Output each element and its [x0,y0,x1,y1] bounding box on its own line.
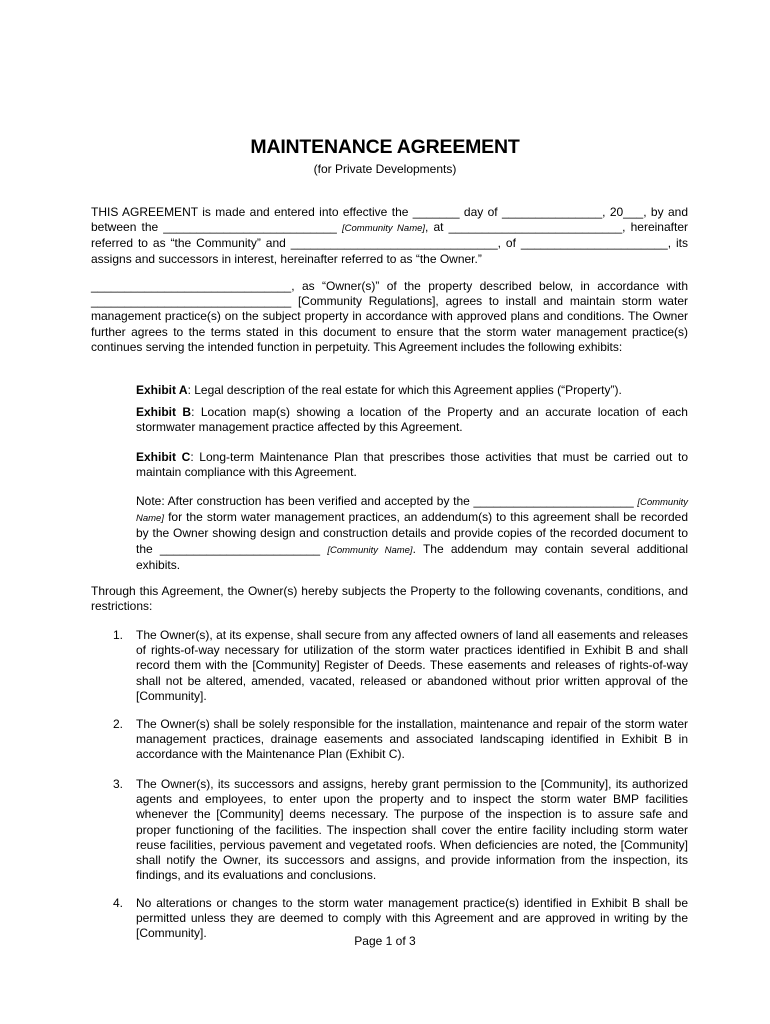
note-community-name-1: [Community Name] [136,497,688,525]
list-item-text: The Owner(s), at its expense, shall secure from any affected owners of land all easements and releases of rights-of-way necessary for utilization of the storm water practices identified in Exhibit B and shall record them with the [Community] Register of Deeds. These easements and releases of rights-of-way shall not be altered, amended, vacated, released or abandoned without prior written approval of the [Community]. [136,628,688,703]
intro-text-b: , at __________________________, hereinafter referred to as “the Community” and _______________________________, of ______________________, its assigns and successors in interest, hereinafter referred to as “the Owner.” [91,220,688,266]
page-number: Page 1 of 3 [354,934,416,948]
exhibit-c-text: : Long-term Maintenance Plan that prescribes those activities that must be carried out to maintain compliance with this Agreement. [136,450,688,480]
list-item-text: The Owner(s) shall be solely responsible for the installation, maintenance and repair of the storm water management practices, drainage easements and associated landscaping identified in Exhibit B in accordance with the Maintenance Plan (Exhibit C). [136,717,688,762]
list-item [91,717,688,763]
exhibit-c [136,450,688,480]
document-title: MAINTENANCE AGREEMENT [250,136,520,158]
exhibit-b-text: : Location map(s) showing a location of the Property and an accurate location of each stormwater management practice affected by this Agreement. [136,405,688,435]
covenants-intro-paragraph: Through this Agreement, the Owner(s) hereby subjects the Property to the following covenants, conditions, and restrictions: [91,584,688,614]
owner-paragraph: ______________________________, as “Owner(s)” of the property described below, in accordance with ______________________________ [Community Regulations], agrees to install and maintain storm water management practice(s) on the subject property in accordance with approved plans and conditions. The Owner further agrees to the terms stated in this document to ensure that the storm water management practice(s) continues serving the intended function in perpetuity. This Agreement includes the following exhibits: [91,279,688,354]
exhibit-a [136,383,688,398]
note-paragraph [136,494,688,573]
exhibit-b-label: Exhibit B [136,405,192,419]
document-subtitle: (for Private Developments) [313,162,457,176]
agreement-intro-paragraph [91,205,688,267]
exhibit-a-label: Exhibit A [136,383,188,397]
list-item-text: The Owner(s), its successors and assigns, hereby grant permission to the [Community], its authorized agents and employees, to enter upon the property and to inspect the storm water BMP facilities whenever the [Community] deems necessary. The purpose of the inspection is to assure safe and proper functioning of the facilities. The inspection shall cover the entire facility including storm water reuse facilities, pervious pavement and vegetated roofs. When deficiencies are noted, the [Community] shall notify the Owner, its successors and assigns, and provide information from the inspection, its findings, and its evaluations and conclusions. [136,777,688,883]
list-item [91,628,688,704]
list-item-number: 2. [113,717,124,731]
list-item [91,777,688,883]
list-item-text: No alterations or changes to the storm water management practice(s) identified in Exhibit B shall be permitted unless they are deemed to comply with this Agreement and are approved in writing by the [Community]. [136,896,688,941]
exhibit-b [136,405,688,435]
note-text-a: Note: After construction has been verified and accepted by the ________________________ [136,494,638,508]
exhibit-c-label: Exhibit C [136,450,191,464]
exhibit-a-text: : Legal description of the real estate for which this Agreement applies (“Property”). [187,383,622,397]
note-text-b: for the storm water management practices, an addendum(s) to this agreement shall be recorded by the Owner showing design and construction details and provide copies of the recorded document to the ________________________ [136,510,688,556]
list-item-number: 3. [113,777,124,791]
note-text-c: . The addendum may contain several additional exhibits. [136,541,688,572]
note-community-name-2: [Community Name] [327,544,413,556]
community-name-placeholder: [Community Name] [341,223,426,235]
list-item-number: 4. [113,896,124,910]
list-item-number: 1. [113,628,124,642]
intro-text-a: THIS AGREEMENT is made and entered into effective the _______ day of _______________, 20___, by and between the __________________________ [91,205,688,235]
